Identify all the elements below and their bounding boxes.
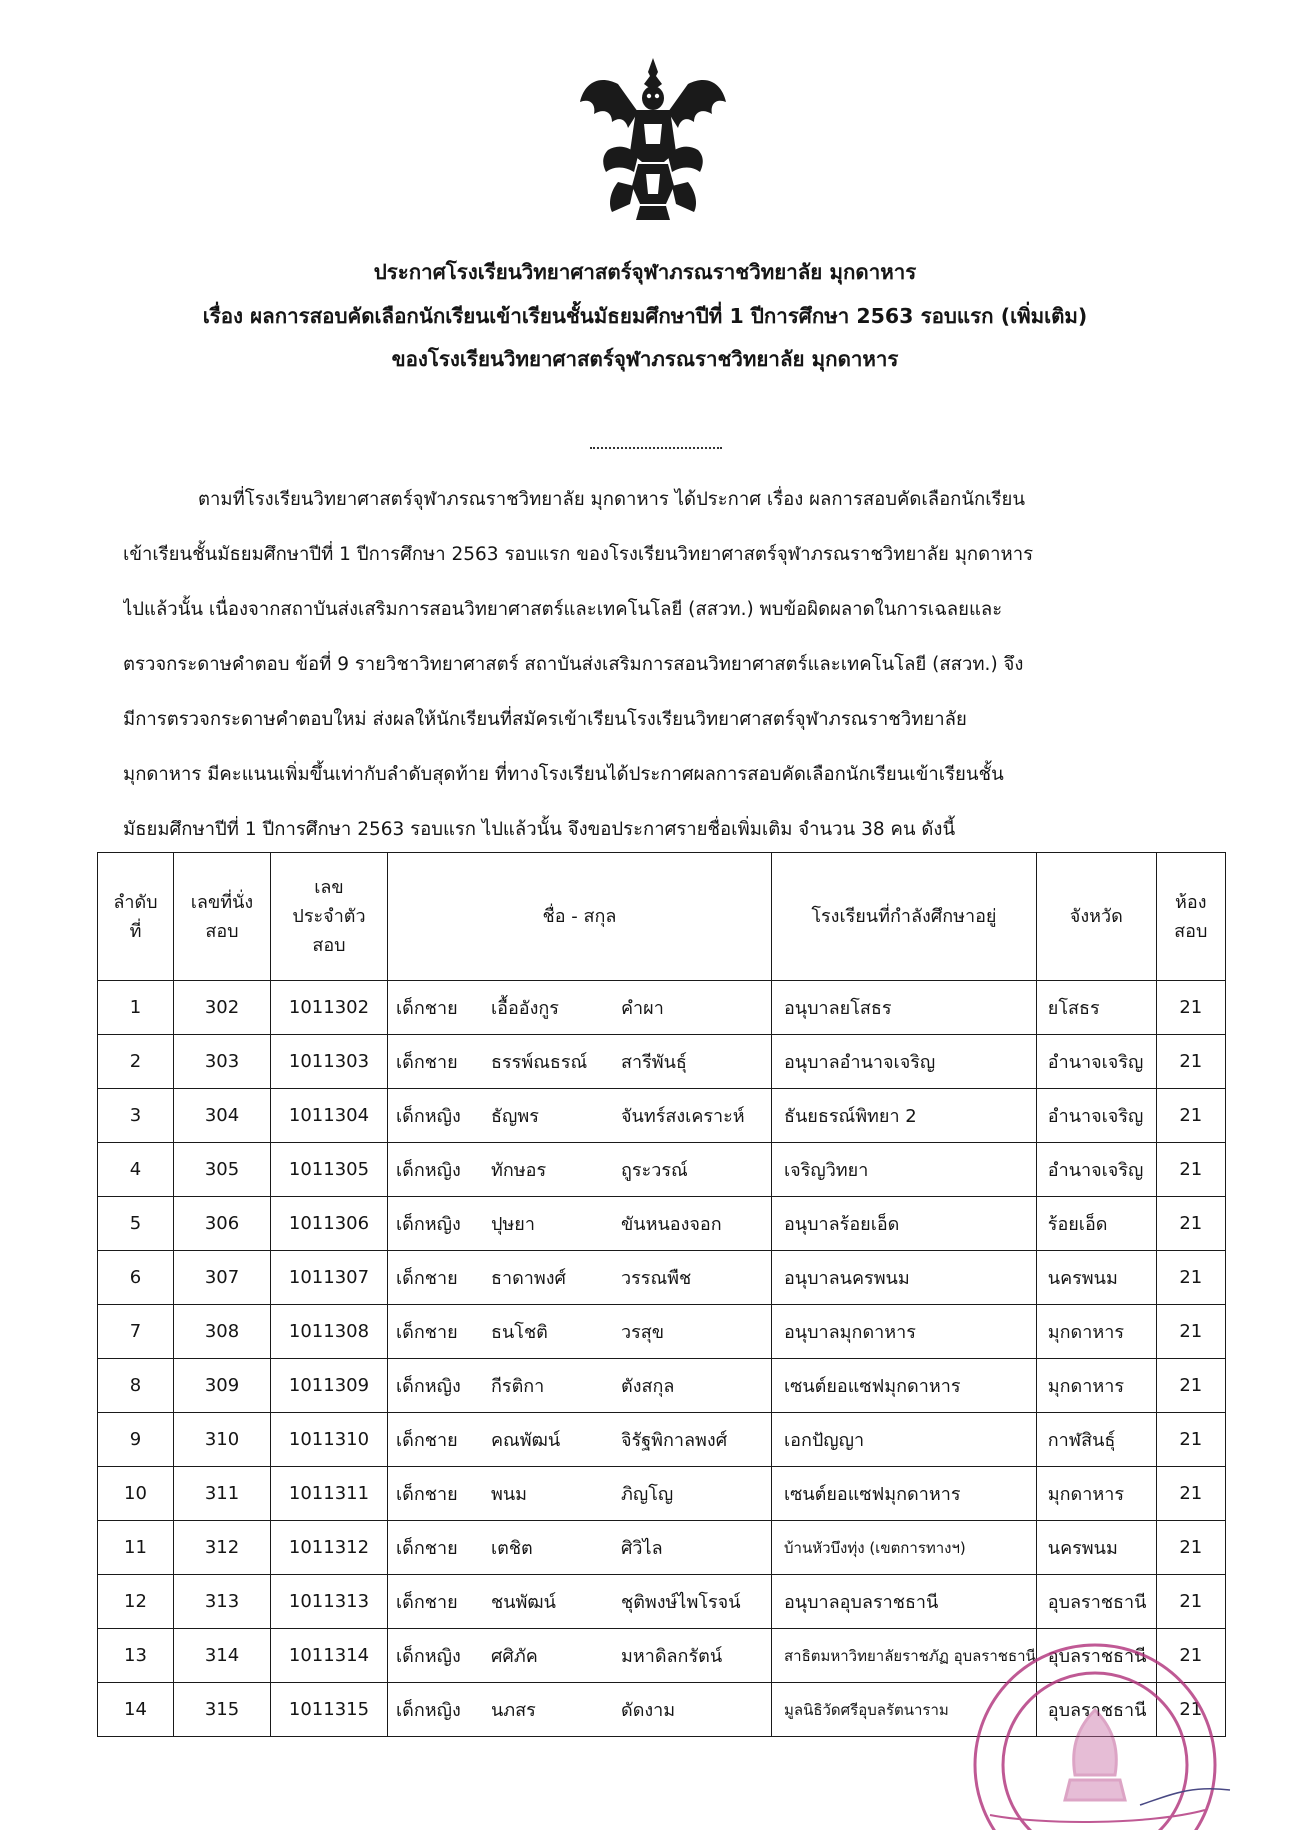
table-header-row: [98, 853, 1226, 981]
name-first: เตชิต: [491, 1538, 533, 1559]
header-text: ประจำตัว: [292, 906, 366, 927]
cell-order: 13: [98, 1629, 174, 1683]
name-last: มหาดิลกรัตน์: [621, 1646, 723, 1667]
table-row: [98, 1251, 1226, 1305]
cell-name: [388, 1413, 772, 1467]
cell-name: [388, 1683, 772, 1737]
cell-name: [388, 1629, 772, 1683]
cell-seat: 315: [174, 1683, 271, 1737]
cell-seat: 307: [174, 1251, 271, 1305]
cell-province: ยโสธร: [1036, 981, 1156, 1035]
name-title: เด็กหญิง: [396, 1214, 461, 1235]
cell-room: 21: [1156, 1305, 1225, 1359]
header-school: โรงเรียนที่กำลังศึกษาอยู่: [772, 853, 1037, 981]
header-text: ห้อง: [1175, 891, 1207, 913]
name-first: ธัญพร: [491, 1106, 539, 1127]
cell-exam-id: 1011315: [271, 1683, 388, 1737]
cell-exam-id: 1011302: [271, 981, 388, 1035]
cell-seat: 312: [174, 1521, 271, 1575]
header-text: สอบ: [205, 920, 239, 942]
cell-room: 21: [1156, 1251, 1225, 1305]
table-row: [98, 1413, 1226, 1467]
paragraph-line: มีการตรวจกระดาษคำตอบใหม่ ส่งผลให้นักเรียนที่สมัครเข้าเรียนโรงเรียนวิทยาศาสตร์จุฬาภรณราชวิทยาลัย: [123, 709, 967, 730]
cell-school: เจริญวิทยา: [772, 1143, 1037, 1197]
name-last: ฤูระวรณ์: [621, 1160, 688, 1181]
header-seat: [174, 853, 271, 981]
cell-province: ร้อยเอ็ด: [1036, 1197, 1156, 1251]
cell-room: 21: [1156, 1629, 1225, 1683]
name-title: เด็กชาย: [396, 1592, 458, 1613]
table-row: [98, 1575, 1226, 1629]
cell-seat: 309: [174, 1359, 271, 1413]
cell-seat: 314: [174, 1629, 271, 1683]
paragraph-line: มัธยมศึกษาปีที่ 1 ปีการศึกษา 2563 รอบแรก ไปแล้วนั้น จึงขอประกาศรายชื่อเพิ่มเติม จำนวน 38 คน ดังนี้: [123, 819, 956, 840]
name-first: ทักษอร: [491, 1160, 547, 1181]
cell-school: สาธิตมหาวิทยาลัยราชภัฏ อุบลราชธานี: [772, 1629, 1037, 1683]
name-first: ธนโชติ: [491, 1322, 548, 1343]
name-title: เด็กชาย: [396, 1322, 458, 1343]
cell-name: [388, 981, 772, 1035]
table-row: [98, 1683, 1226, 1737]
cell-province: มุกดาหาร: [1036, 1305, 1156, 1359]
cell-exam-id: 1011307: [271, 1251, 388, 1305]
cell-exam-id: 1011313: [271, 1575, 388, 1629]
cell-province: อุบลราชธานี: [1036, 1629, 1156, 1683]
name-title: เด็กหญิง: [396, 1700, 461, 1721]
cell-order: 4: [98, 1143, 174, 1197]
header-text: เลขที่นั่ง: [190, 891, 254, 913]
cell-school: อนุบาลนครพนม: [772, 1251, 1037, 1305]
cell-seat: 306: [174, 1197, 271, 1251]
name-title: เด็กชาย: [396, 1484, 458, 1505]
paragraph-line: มุกดาหาร มีคะแนนเพิ่มขึ้นเท่ากับลำดับสุดท้าย ที่ทางโรงเรียนได้ประกาศผลการสอบคัดเลือกนักเรียนเข้าเรียนชั้น: [123, 764, 1004, 785]
cell-room: 21: [1156, 1197, 1225, 1251]
header-exam-id: [271, 853, 388, 981]
cell-room: 21: [1156, 1143, 1225, 1197]
name-last: สารีพันธุ์: [621, 1052, 687, 1073]
cell-room: 21: [1156, 1521, 1225, 1575]
name-last: วรสุข: [621, 1322, 665, 1343]
cell-order: 1: [98, 981, 174, 1035]
name-last: ภิญโญ: [621, 1484, 674, 1505]
paragraph-line: เข้าเรียนชั้นมัธยมศึกษาปีที่ 1 ปีการศึกษา 2563 รอบแรก ของโรงเรียนวิทยาศาสตร์จุฬาภรณราชวิทยาลัย มุกดาหาร: [123, 544, 1034, 565]
cell-order: 8: [98, 1359, 174, 1413]
name-title: เด็กชาย: [396, 1430, 458, 1451]
name-first: นภสร: [491, 1700, 536, 1721]
table-row: [98, 1629, 1226, 1683]
header-text: สอบ: [312, 935, 346, 956]
name-title: เด็กหญิง: [396, 1106, 461, 1127]
name-first: ธรรพ์ณธรณ์: [491, 1052, 588, 1073]
cell-room: 21: [1156, 981, 1225, 1035]
cell-province: อำนาจเจริญ: [1036, 1089, 1156, 1143]
cell-seat: 303: [174, 1035, 271, 1089]
cell-name: [388, 1305, 772, 1359]
cell-province: อุบลราชธานี: [1036, 1683, 1156, 1737]
paragraph-line: ไปแล้วนั้น เนื่องจากสถาบันส่งเสริมการสอนวิทยาศาสตร์และเทคโนโลยี (สสวท.) พบข้อผิดผลาดในการเฉลยและ: [123, 599, 1003, 620]
table-row: [98, 1521, 1226, 1575]
cell-exam-id: 1011303: [271, 1035, 388, 1089]
table-row: [98, 1035, 1226, 1089]
cell-room: 21: [1156, 1467, 1225, 1521]
name-last: ตังสกุล: [621, 1376, 675, 1397]
name-title: เด็กชาย: [396, 1538, 458, 1559]
cell-room: 21: [1156, 1359, 1225, 1413]
cell-seat: 305: [174, 1143, 271, 1197]
name-first: คณพัฒน์: [491, 1430, 561, 1451]
cell-seat: 311: [174, 1467, 271, 1521]
paragraph-line: ตามที่โรงเรียนวิทยาศาสตร์จุฬาภรณราชวิทยาลัย มุกดาหาร ได้ประกาศ เรื่อง ผลการสอบคัดเลือกนักเรียน: [198, 489, 1025, 510]
header-province: จังหวัด: [1036, 853, 1156, 981]
cell-room: 21: [1156, 1683, 1225, 1737]
name-last: ขันหนองจอก: [621, 1214, 722, 1235]
cell-name: [388, 1521, 772, 1575]
cell-order: 12: [98, 1575, 174, 1629]
cell-order: 11: [98, 1521, 174, 1575]
cell-school: มูลนิธิวัดศรีอุบลรัตนาราม: [772, 1683, 1037, 1737]
cell-order: 14: [98, 1683, 174, 1737]
table-row: [98, 981, 1226, 1035]
name-title: เด็กชาย: [396, 998, 458, 1019]
name-last: จันทร์สงเคราะห์: [621, 1106, 745, 1127]
cell-order: 10: [98, 1467, 174, 1521]
cell-seat: 302: [174, 981, 271, 1035]
name-title: เด็กชาย: [396, 1268, 458, 1289]
announcement-heading: [0, 262, 1290, 393]
cell-order: 5: [98, 1197, 174, 1251]
header-room: [1156, 853, 1225, 981]
header-text: เลข: [314, 877, 344, 898]
cell-name: [388, 1143, 772, 1197]
header-text: ที่: [129, 920, 142, 942]
cell-name: [388, 1467, 772, 1521]
cell-seat: 304: [174, 1089, 271, 1143]
name-last: ดัดงาม: [621, 1700, 676, 1721]
name-first: เอื้ออังกูร: [491, 998, 559, 1019]
cell-exam-id: 1011306: [271, 1197, 388, 1251]
cell-room: 21: [1156, 1089, 1225, 1143]
name-title: เด็กหญิง: [396, 1376, 461, 1397]
cell-exam-id: 1011314: [271, 1629, 388, 1683]
name-first: ธาดาพงศ์: [491, 1268, 566, 1289]
table-row: [98, 1197, 1226, 1251]
cell-school: ธันยธรณ์พิทยา 2: [772, 1089, 1037, 1143]
cell-school: เซนต์ยอแซฟมุกดาหาร: [772, 1467, 1037, 1521]
cell-name: [388, 1251, 772, 1305]
cell-school: บ้านหัวบึงทุ่ง (เขตการทางฯ): [772, 1521, 1037, 1575]
cell-school: เซนต์ยอแซฟมุกดาหาร: [772, 1359, 1037, 1413]
cell-order: 6: [98, 1251, 174, 1305]
cell-order: 3: [98, 1089, 174, 1143]
cell-school: อนุบาลร้อยเอ็ด: [772, 1197, 1037, 1251]
cell-seat: 308: [174, 1305, 271, 1359]
name-title: เด็กหญิง: [396, 1160, 461, 1181]
cell-exam-id: 1011304: [271, 1089, 388, 1143]
cell-province: นครพนม: [1036, 1521, 1156, 1575]
cell-order: 9: [98, 1413, 174, 1467]
name-last: วรรณพืช: [621, 1268, 692, 1289]
cell-school: อนุบาลอุบลราชธานี: [772, 1575, 1037, 1629]
name-first: ชนพัฒน์: [491, 1592, 556, 1613]
name-first: ศศิภัค: [491, 1646, 538, 1667]
heading-line-3: ของโรงเรียนวิทยาศาสตร์จุฬาภรณราชวิทยาลัย มุกดาหาร: [391, 347, 899, 371]
table-row: [98, 1143, 1226, 1197]
cell-order: 2: [98, 1035, 174, 1089]
cell-name: [388, 1035, 772, 1089]
results-table: [97, 852, 1226, 1737]
table-row: [98, 1359, 1226, 1413]
table-row: [98, 1305, 1226, 1359]
announcement-paragraph: [123, 472, 1185, 857]
cell-exam-id: 1011305: [271, 1143, 388, 1197]
cell-province: กาฬสินธุ์: [1036, 1413, 1156, 1467]
cell-school: อนุบาลมุกดาหาร: [772, 1305, 1037, 1359]
cell-exam-id: 1011310: [271, 1413, 388, 1467]
name-last: คำผา: [621, 998, 664, 1019]
cell-exam-id: 1011312: [271, 1521, 388, 1575]
garuda-emblem-icon: [578, 54, 728, 226]
table-row: [98, 1089, 1226, 1143]
name-last: ชุติพงษ์ไพโรจน์: [621, 1592, 741, 1613]
header-order: [98, 853, 174, 981]
name-first: กีรติกา: [491, 1376, 545, 1397]
heading-line-1: ประกาศโรงเรียนวิทยาศาสตร์จุฬาภรณราชวิทยาลัย มุกดาหาร: [373, 260, 917, 284]
paragraph-line: ตรวจกระดาษคำตอบ ข้อที่ 9 รายวิชาวิทยาศาสตร์ สถาบันส่งเสริมการสอนวิทยาศาสตร์และเทคโนโลยี (สสวท.) จึง: [123, 654, 1024, 675]
cell-name: [388, 1359, 772, 1413]
name-first: ปุษยา: [491, 1214, 535, 1235]
name-title: เด็กหญิง: [396, 1646, 461, 1667]
cell-province: มุกดาหาร: [1036, 1359, 1156, 1413]
name-last: ศิวิไล: [621, 1538, 663, 1559]
name-first: พนม: [491, 1484, 528, 1505]
cell-room: 21: [1156, 1575, 1225, 1629]
cell-province: อุบลราชธานี: [1036, 1575, 1156, 1629]
cell-name: [388, 1575, 772, 1629]
name-last: จิรัฐพิกาลพงศ์: [621, 1430, 728, 1451]
header-text: ลำดับ: [113, 891, 158, 913]
cell-name: [388, 1197, 772, 1251]
heading-divider: [590, 447, 722, 449]
cell-order: 7: [98, 1305, 174, 1359]
cell-seat: 313: [174, 1575, 271, 1629]
cell-school: เอกปัญญา: [772, 1413, 1037, 1467]
header-name: ชื่อ - สกุล: [388, 853, 772, 981]
cell-province: นครพนม: [1036, 1251, 1156, 1305]
cell-province: อำนาจเจริญ: [1036, 1035, 1156, 1089]
cell-name: [388, 1089, 772, 1143]
cell-school: อนุบาลอำนาจเจริญ: [772, 1035, 1037, 1089]
cell-exam-id: 1011309: [271, 1359, 388, 1413]
name-title: เด็กชาย: [396, 1052, 458, 1073]
cell-province: อำนาจเจริญ: [1036, 1143, 1156, 1197]
cell-exam-id: 1011308: [271, 1305, 388, 1359]
cell-room: 21: [1156, 1413, 1225, 1467]
cell-seat: 310: [174, 1413, 271, 1467]
cell-room: 21: [1156, 1035, 1225, 1089]
table-row: [98, 1467, 1226, 1521]
cell-school: อนุบาลยโสธร: [772, 981, 1037, 1035]
cell-exam-id: 1011311: [271, 1467, 388, 1521]
header-text: สอบ: [1174, 920, 1208, 942]
heading-line-2: เรื่อง ผลการสอบคัดเลือกนักเรียนเข้าเรียนชั้นมัธยมศึกษาปีที่ 1 ปีการศึกษา 2563 รอบแรก (เพิ่มเติม): [202, 303, 1088, 328]
cell-province: มุกดาหาร: [1036, 1467, 1156, 1521]
